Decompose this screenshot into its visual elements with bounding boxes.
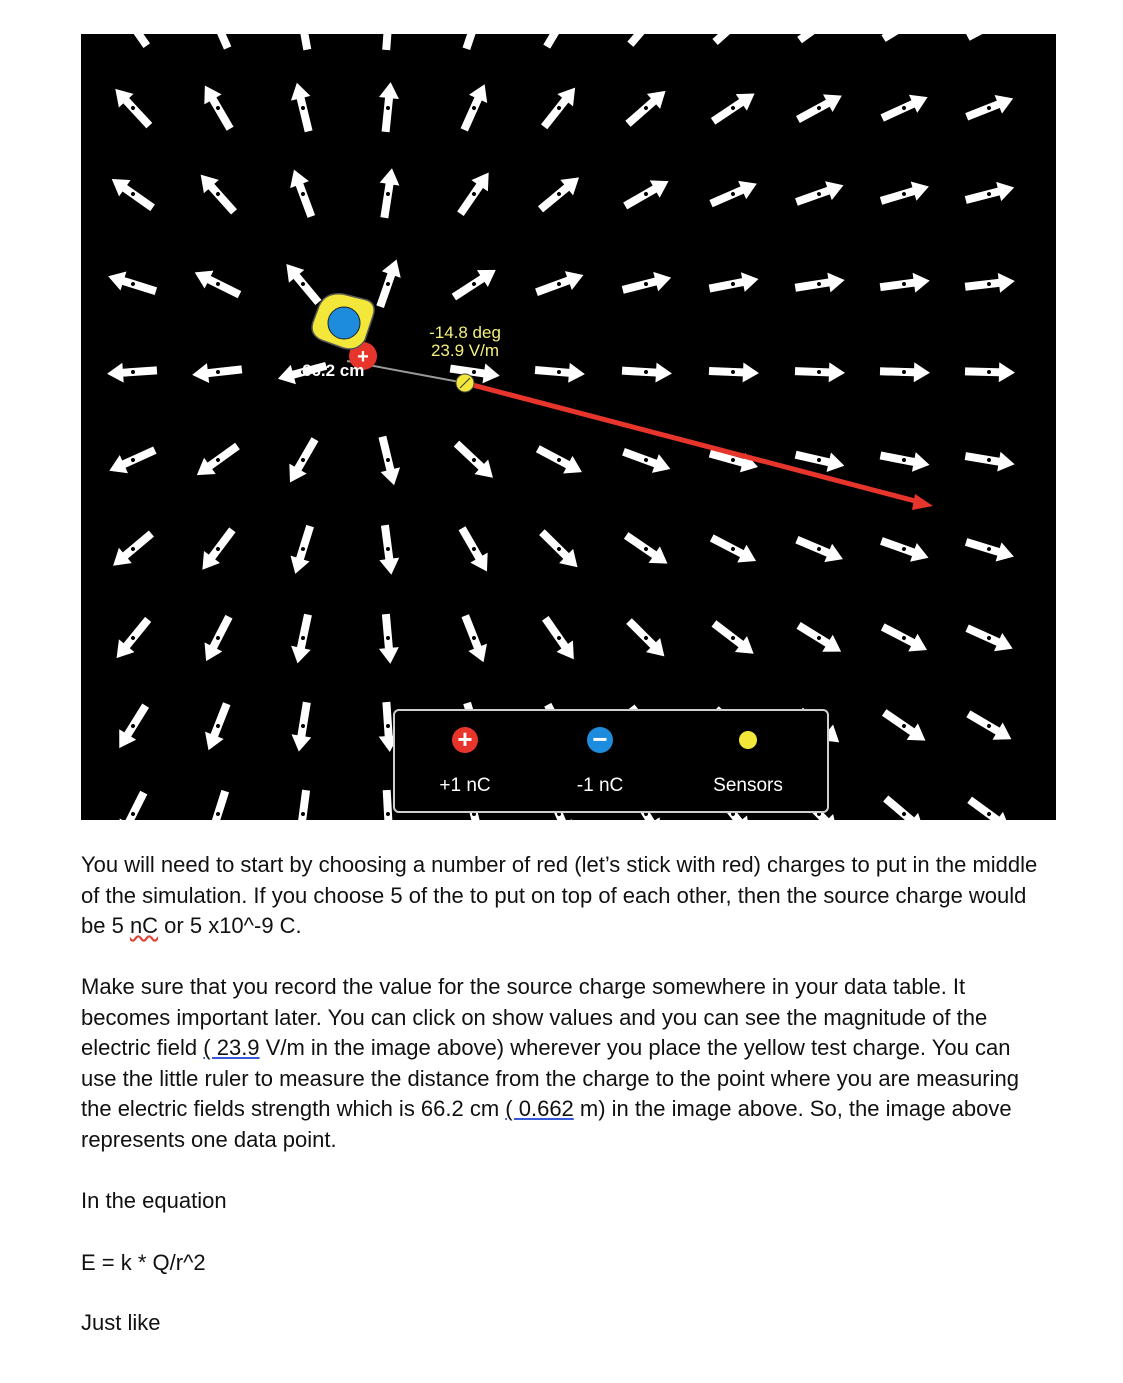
field-arrow — [879, 791, 930, 820]
field-arrow — [621, 83, 672, 131]
field-arrow — [878, 532, 932, 568]
field-arrow — [373, 434, 404, 487]
field-angle: -14.8 deg — [429, 323, 501, 342]
field-arrow — [107, 526, 158, 573]
field-arrow — [457, 34, 492, 52]
field-arrow — [878, 177, 932, 211]
field-arrow — [964, 271, 1016, 297]
field-arrow — [707, 174, 761, 212]
field-arrow — [288, 612, 318, 665]
field-arrow — [105, 267, 159, 301]
field-arrow — [201, 788, 235, 820]
nc-unit: nC — [129, 913, 159, 938]
field-arrow — [964, 446, 1017, 474]
plus-icon: + — [452, 727, 478, 753]
paragraph-source-charge: You will need to start by choosing a number of red (let’s stick with red) charges to put in the middle of the simulation. If you choose 5 of the to put on top of each other, then the source charge would be 5 nC or 5 x10^-9 C. — [81, 852, 1038, 938]
field-arrow — [455, 80, 494, 134]
field-arrow — [376, 81, 401, 133]
field-arrow — [191, 359, 243, 384]
field-arrow — [707, 85, 760, 129]
field-arrow — [287, 80, 318, 133]
field-magnitude: 23.9 V/m — [430, 341, 500, 360]
field-arrow — [538, 34, 581, 52]
field-arrow — [289, 701, 317, 754]
paragraph-just-like: Just like — [81, 1310, 161, 1335]
field-arrow — [622, 614, 672, 663]
field-arrow — [537, 613, 582, 665]
field-arrow — [880, 361, 931, 382]
negative-charge-label: -1 nC — [576, 775, 624, 796]
field-arrow — [108, 82, 157, 132]
field-arrow — [795, 361, 846, 383]
field-arrow — [285, 166, 321, 220]
field-arrow — [878, 88, 932, 127]
field-vector-arrow — [465, 383, 919, 502]
field-arrow — [878, 618, 932, 659]
ruler-tool[interactable] — [312, 294, 374, 349]
field-arrow — [290, 789, 316, 820]
field-arrow — [109, 613, 156, 664]
charge-toolbox — [393, 709, 829, 813]
field-arrow — [709, 361, 760, 383]
field-arrow — [621, 527, 674, 572]
equation: E = k * Q/r^2 — [81, 1250, 206, 1275]
minus-icon: − — [587, 727, 613, 753]
field-arrow — [879, 271, 931, 297]
electric-field-canvas[interactable] — [81, 34, 1056, 820]
field-arrow — [534, 360, 585, 384]
field-arrow — [620, 442, 674, 478]
field-arrow — [879, 446, 932, 475]
field-arrow — [620, 268, 673, 300]
field-arrow — [793, 87, 846, 128]
field-arrow — [533, 440, 587, 481]
field-arrow — [198, 34, 236, 52]
distance-value: ( 0.662 — [505, 1096, 574, 1121]
field-arrow — [375, 524, 401, 576]
field-arrow — [111, 700, 154, 753]
paragraph-data-table: Make sure that you record the value for the source charge somewhere in your data table. It becomes important later. You can click on show values and you can see the magnitude of the electric field ( 23.9 V/m in the image above) wherever you place the yellow test charge. You can use the little ruler to measure the distance from the charge to the point where you are measuring the electric fields strength which is 66.2 cm ( 0.662 m) in the image above. So, the image above represents one data point. — [81, 974, 1019, 1152]
field-arrow — [707, 529, 761, 570]
field-arrow — [450, 436, 500, 485]
field-arrow — [376, 34, 400, 51]
field-simulation[interactable] — [81, 34, 1056, 820]
field-arrow — [191, 438, 243, 483]
paragraph-equation-intro: In the equation — [81, 1188, 227, 1213]
field-arrow — [286, 523, 320, 577]
sensor-readout — [425, 324, 505, 360]
field-arrow — [193, 168, 241, 219]
field-arrow — [794, 270, 847, 298]
field-arrow — [878, 34, 931, 47]
field-arrow — [289, 34, 318, 51]
field-arrow — [965, 361, 1015, 382]
field-arrow — [963, 34, 1017, 46]
field-arrow — [536, 81, 583, 133]
field-arrow-grid — [105, 34, 1017, 820]
field-arrow — [106, 360, 157, 383]
ruler-distance-label: 66.2 cm — [302, 361, 365, 380]
field-arrow — [794, 34, 846, 48]
source-charge-sign: + — [357, 346, 369, 368]
field-arrow — [281, 434, 323, 487]
field-vector-head — [912, 494, 933, 510]
positive-charge-label: +1 nC — [439, 775, 491, 796]
field-arrow — [963, 619, 1017, 658]
field-arrow — [708, 615, 760, 661]
sensor-tool[interactable] — [688, 711, 808, 811]
sensor-label: Sensors — [713, 775, 783, 796]
field-arrow — [448, 261, 501, 305]
field-arrow — [106, 171, 158, 216]
field-arrow — [371, 256, 406, 310]
field-arrow — [620, 172, 673, 214]
positive-charge-tool[interactable] — [405, 711, 525, 811]
field-arrow — [533, 266, 587, 302]
field-arrow — [453, 523, 495, 576]
field-arrow — [623, 34, 671, 51]
field-arrow — [112, 788, 152, 820]
field-arrow — [190, 263, 244, 303]
field-arrow — [456, 612, 493, 666]
field-arrow — [963, 89, 1017, 126]
field-arrow — [196, 81, 239, 134]
field-arrow — [452, 167, 497, 220]
field-arrow — [963, 705, 1016, 748]
field-arrow — [879, 704, 932, 749]
sensor-icon — [739, 731, 757, 749]
field-arrow — [376, 613, 400, 665]
field-arrow — [708, 269, 761, 298]
field-arrow — [279, 258, 326, 309]
field-arrow — [535, 525, 585, 574]
field-arrow — [963, 178, 1016, 210]
negative-charge-tool[interactable] — [540, 711, 660, 811]
field-arrow — [374, 167, 401, 219]
field-arrow — [199, 700, 236, 754]
field-arrow — [963, 532, 1017, 566]
field-arrow — [793, 617, 846, 660]
field-value: ( 23.9 — [203, 1035, 260, 1060]
field-arrow — [793, 530, 847, 568]
field-arrow — [105, 441, 159, 480]
field-arrow — [194, 524, 240, 576]
field-arrow — [534, 170, 585, 217]
field-arrow — [621, 361, 672, 384]
field-arrow — [197, 612, 238, 666]
field-arrow — [793, 176, 847, 212]
field-arrow — [964, 792, 1016, 820]
field-arrow — [708, 34, 759, 49]
field-arrow — [110, 34, 155, 51]
